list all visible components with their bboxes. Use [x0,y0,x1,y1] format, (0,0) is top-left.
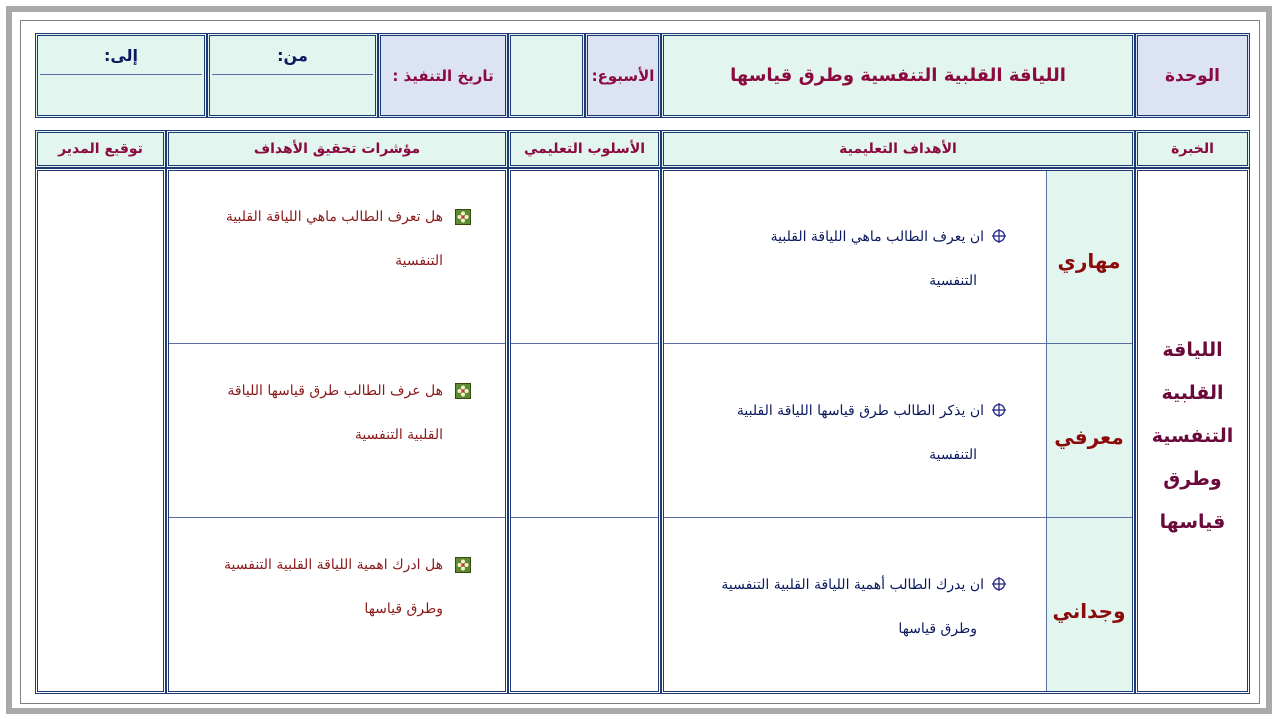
crosshair-icon [992,577,1006,591]
indicators-row-divider [169,343,505,344]
method-cell[interactable] [508,168,661,694]
method-row-divider [511,517,658,518]
col-objectives-label: الأهداف التعليمية [839,141,957,157]
to-divider [40,74,202,75]
crosshair-icon [992,229,1006,243]
col-indicators-label: مؤشرات تحقيق الأهداف [253,141,421,157]
experience-line: التنفسية [1151,425,1234,447]
experience-line: وطرق [1163,468,1222,490]
objective-text: ان يدرك الطالب أهمية اللياقة القلبية التنفسية [721,577,984,593]
domain-label: وجداني [1052,599,1126,623]
indicator-text: هل عرف الطالب طرق قياسها اللياقة [227,383,443,399]
date-label-cell [378,33,508,118]
objective-text-cont: التنفسية [929,447,977,463]
indicator-text-cont: القلبية التنفسية [354,427,443,443]
flower-square-icon [455,209,471,225]
week-label-cell [585,33,661,118]
unit-label: الوحدة [1165,65,1220,86]
indicator-text: هل تعرف الطالب ماهي اللياقة القلبية [225,209,443,225]
col-experience-label: الخبرة [1171,141,1214,157]
from-cell[interactable] [207,33,378,118]
experience-line: اللياقة [1162,339,1223,361]
objective-text: ان يعرف الطالب ماهي اللياقة القلبية [770,229,984,245]
col-indicators [166,130,508,168]
col-method [508,130,661,168]
from-label: من: [277,46,308,65]
indicator-text: هل ادرك اهمية اللياقة القلبية التنفسية [224,557,443,573]
domain-label: معرفي [1054,425,1124,449]
col-method-label: الأسلوب التعليمي [523,141,646,157]
objective-text-cont: وطرق قياسها [898,621,977,637]
to-cell[interactable] [35,33,207,118]
indicator-text-cont: التنفسية [395,253,443,269]
to-label: إلى: [103,46,139,65]
experience-text [1138,329,1247,544]
crosshair-icon [992,403,1006,417]
experience-line: قياسها [1159,511,1226,533]
flower-square-icon [455,557,471,573]
experience-cell [1135,168,1250,694]
flower-square-icon [455,383,471,399]
signature-cell[interactable] [35,168,166,694]
indicator-text-cont: وطرق قياسها [364,601,443,617]
unit-label-cell [1135,33,1250,118]
objectives-row-divider [664,517,1132,518]
from-divider [212,74,373,75]
domain-label: مهاري [1057,249,1121,273]
week-value-cell[interactable] [508,33,585,118]
objective-text-cont: التنفسية [929,273,977,289]
date-label: تاريخ التنفيذ : [392,66,494,85]
unit-title: اللياقة القلبية التنفسية وطرق قياسها [730,65,1066,86]
col-objectives [661,130,1135,168]
indicators-cell [166,168,508,694]
unit-title-cell [661,33,1135,118]
objectives-cell [661,168,1135,694]
week-label: الأسبوع: [591,66,655,85]
col-signature [35,130,166,168]
col-signature-label: توقيع المدير [58,141,143,157]
indicators-row-divider [169,517,505,518]
col-experience [1135,130,1250,168]
objectives-row-divider [664,343,1132,344]
method-row-divider [511,343,658,344]
objective-text: ان يذكر الطالب طرق قياسها اللياقة القلبية [736,403,984,419]
experience-line: القلبية [1161,382,1224,404]
